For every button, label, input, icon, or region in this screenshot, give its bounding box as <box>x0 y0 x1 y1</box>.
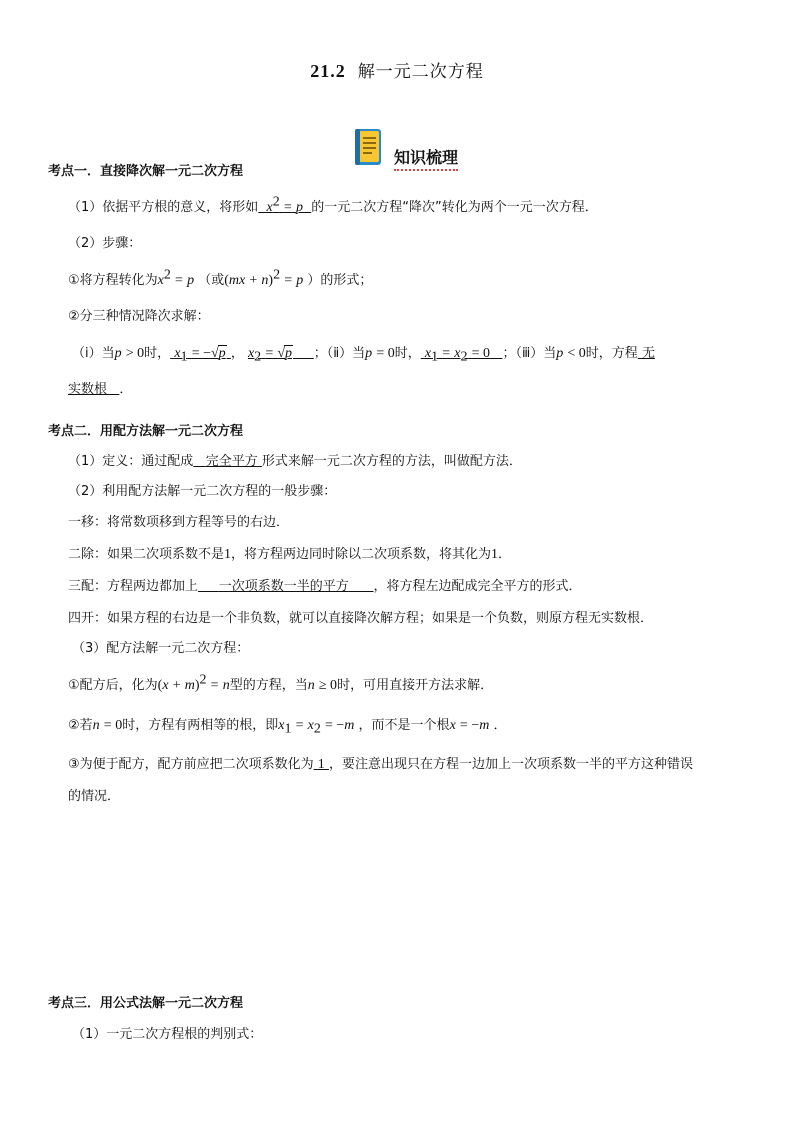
book-icon <box>352 128 384 168</box>
s2-line-2: （2）利用配方法解一元二次方程的一般步骤： <box>68 484 337 499</box>
s1-para-4: ②分三种情况降次求解： <box>68 309 210 324</box>
s2-line-7: （3）配方法解一元二次方程： <box>72 641 250 656</box>
s2-line-8: ①配方后，化为$(x + m)^2 = n$型的方程，当n ≥ 0时，可用直接开方法求解． <box>68 672 494 693</box>
s2-line-9: ②若n = 0时，方程有两相等的根，即$x_1 = x_2 = -m$ ，而不是一个根x = −m ． <box>68 718 507 737</box>
s2-line-6: 四开：如果方程的右边是一个非负数，就可以直接降次解方程；如果是一个负数，则原方程无实数根． <box>68 611 654 626</box>
s1-para-6: 实数根 ． <box>68 382 133 397</box>
s2-line-3: 一移：将常数项移到方程等号的右边． <box>68 515 290 530</box>
s2-line-10: ③为便于配方，配方前应把二次项系数化为 1 ，要注意出现只在方程一边加上一次项系数一半的平方这种错误 <box>68 757 693 772</box>
title-text: 解一元二次方程 <box>357 62 484 82</box>
s2-line-5: 三配：方程两边都加上 一次项系数一半的平方 ，将方程左边配成完全平方的形式． <box>68 579 582 594</box>
s1-para-3: ①将方程转化为$x^2 = p$ （或(mx + n)$^2$ = p ）的形式； <box>68 267 373 288</box>
s1-para-5: （ⅰ）当p > 0时， $x_1 = -√p$ ， $x_2 = √p$ ；（ⅱ）当p = 0时， $x_1 = x_2 = 0$ ；（ⅲ）当p < 0时，方程 无 <box>72 346 655 365</box>
section-1-heading: 考点一．直接降次解一元二次方程 <box>48 164 244 179</box>
s2-line-1: （1）定义：通过配成 完全平方 形式来解一元二次方程的方法，叫做配方法． <box>68 454 522 469</box>
s2-line-11: 的情况． <box>68 789 121 804</box>
title-number: 21.2 <box>310 61 346 81</box>
section-3-heading: 考点三．用公式法解一元二次方程 <box>48 996 244 1011</box>
page-title <box>0 60 794 83</box>
section-2-heading: 考点二．用配方法解一元二次方程 <box>48 424 244 439</box>
banner-title: 知识梳理 <box>394 148 458 171</box>
s1-para-2: （2）步骤： <box>68 236 142 251</box>
s3-line-1: （1）一元二次方程根的判别式： <box>72 1027 263 1042</box>
s2-line-4: 二除：如果二次项系数不是1，将方程两边同时除以二次项系数，将其化为1． <box>68 547 512 562</box>
s1-para-1: （1）依据平方根的意义，将形如 $x^2 = p$ 的一元二次方程“降次”转化为两个一元一次方程． <box>68 194 598 215</box>
